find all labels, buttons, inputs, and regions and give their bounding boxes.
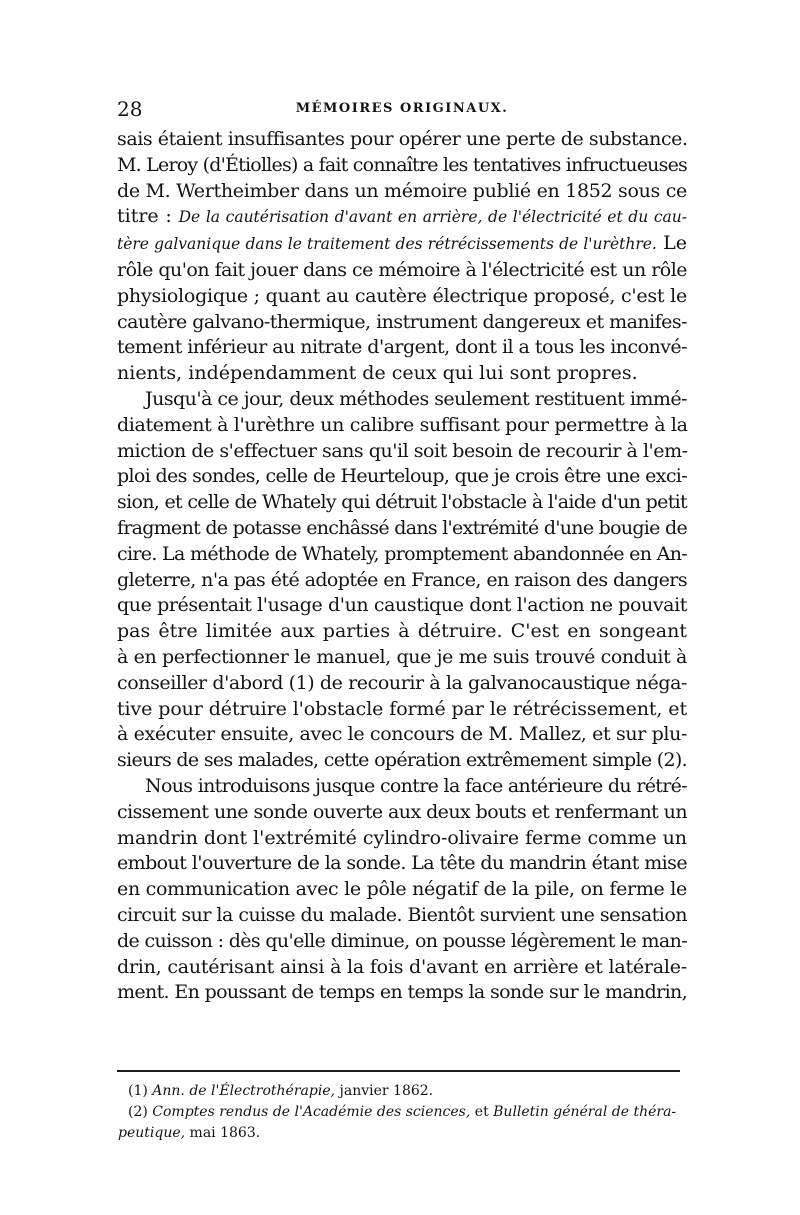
footnote-marker: (1) <box>128 1083 153 1099</box>
text-line: diatement à l'urèthre un calibre suffisant pour permettre à la <box>117 413 688 436</box>
text-line: sais étaient insuffisantes pour opérer une perte de substance. <box>117 128 688 150</box>
text-line: cire. La méthode de Whately, promptement abandonnée en An- <box>117 542 687 565</box>
body-text <box>117 127 687 1006</box>
text-line: fragment de potasse enchâssé dans l'extrémité d'une bougie de <box>117 516 687 539</box>
text-line: circuit sur la cuisse du malade. Bientôt survient une sensation <box>117 903 687 926</box>
footnote-rule <box>117 1070 680 1072</box>
text-line: cissement une sonde ouverte aux deux bouts et renfermant un <box>117 800 687 823</box>
footnote-marker: (2) <box>128 1104 153 1120</box>
text-line: ment. En poussant de temps en temps la sonde sur le mandrin, <box>117 981 687 1004</box>
text-line: Nous introduisons jusque contre la face antérieure du rétré- <box>145 774 687 797</box>
text-line: que présentait l'usage d'un caustique dont l'action ne pouvait <box>117 594 687 617</box>
text-line: conseiller d'abord (1) de recourir à la galvanocaustique néga- <box>117 671 687 694</box>
text-line: ploi des sondes, celle de Heurteloup, que je crois être une exci- <box>117 465 687 488</box>
italic-title: tère galvanique dans le traitement des rétrécissements de l'urèthre. <box>117 235 657 254</box>
footnote-1 <box>128 1081 680 1102</box>
text-line: nients, indépendamment de ceux qui lui sont propres. <box>117 362 638 385</box>
title-prefix: titre : <box>117 205 179 228</box>
text-line: cautère galvano-thermique, instrument dangereux et manifes- <box>117 310 687 333</box>
text-line: Jusqu'à ce jour, deux méthodes seulement restituent immé- <box>145 387 687 410</box>
text-line: à exécuter ensuite, avec le concours de M. Mallez, et sur plu- <box>117 723 687 746</box>
footnote-source: Bulletin général de théra- <box>493 1104 677 1120</box>
text-line: rôle qu'on fait jouer dans ce mémoire à l'électricité est un rôle <box>117 258 687 281</box>
text-line: à en perfectionner le manuel, que je me suis trouvé conduit à <box>117 645 687 668</box>
text-line: sieurs de ses malades, cette opération extrêmement simple (2). <box>117 749 687 772</box>
text-line: M. Leroy (d'Étiolles) a fait connaître les tentatives infructueuses <box>117 153 687 176</box>
title-suffix: Le <box>656 232 687 255</box>
text-line: en communication avec le pôle négatif de la pile, on ferme le <box>117 878 687 901</box>
footnote-source: peutique, <box>118 1125 186 1141</box>
page-number: 28 <box>117 97 143 121</box>
text-line: gleterre, n'a pas été adoptée en France, en raison des dangers <box>117 568 688 591</box>
text-line: de M. Wertheimber dans un mémoire publié en 1852 sous ce <box>117 179 687 202</box>
text-line: drin, cautérisant ainsi à la fois d'avant en arrière et latérale- <box>117 955 687 978</box>
text-line: de cuisson : dès qu'elle diminue, on pousse légèrement le man- <box>117 929 687 952</box>
footnote-conjunction: et <box>470 1104 494 1120</box>
text-line: physiologique ; quant au cautère électrique proposé, c'est le <box>117 284 687 307</box>
text-line: tement inférieur au nitrate d'argent, dont il a tous les inconvé- <box>117 336 687 359</box>
text-line: tive pour détruire l'obstacle formé par le rétrécissement, et <box>117 697 687 720</box>
text-line: mandrin dont l'extrémité cylindro-olivaire ferme comme un <box>117 826 687 849</box>
footnote-2-continued <box>118 1123 680 1144</box>
running-title: MÉMOIRES ORIGINAUX. <box>295 101 509 116</box>
footnotes <box>118 1081 680 1144</box>
text-line: pas être limitée aux parties à détruire. C'est en songeant <box>117 620 687 643</box>
footnote-2 <box>128 1102 680 1123</box>
text-line: sion, et celle de Whately qui détruit l'obstacle à l'aide d'un petit <box>117 491 687 514</box>
text-line: embout l'ouverture de la sonde. La tête du mandrin étant mise <box>117 852 687 875</box>
footnote-source: Ann. de l'Électrothérapie, <box>152 1083 336 1099</box>
text-line-title <box>117 204 687 231</box>
text-line: miction de s'effectuer sans qu'il soit besoin de recourir à l'em- <box>117 439 688 462</box>
italic-title: De la cautérisation d'avant en arrière, de l'électricité et du cau- <box>178 208 687 227</box>
running-head <box>117 95 687 123</box>
footnote-source: Comptes rendus de l'Académie des sciences, <box>152 1104 471 1120</box>
footnote-date: mai 1863. <box>185 1125 261 1141</box>
text-line-title <box>117 231 687 258</box>
footnote-date: janvier 1862. <box>335 1083 434 1099</box>
